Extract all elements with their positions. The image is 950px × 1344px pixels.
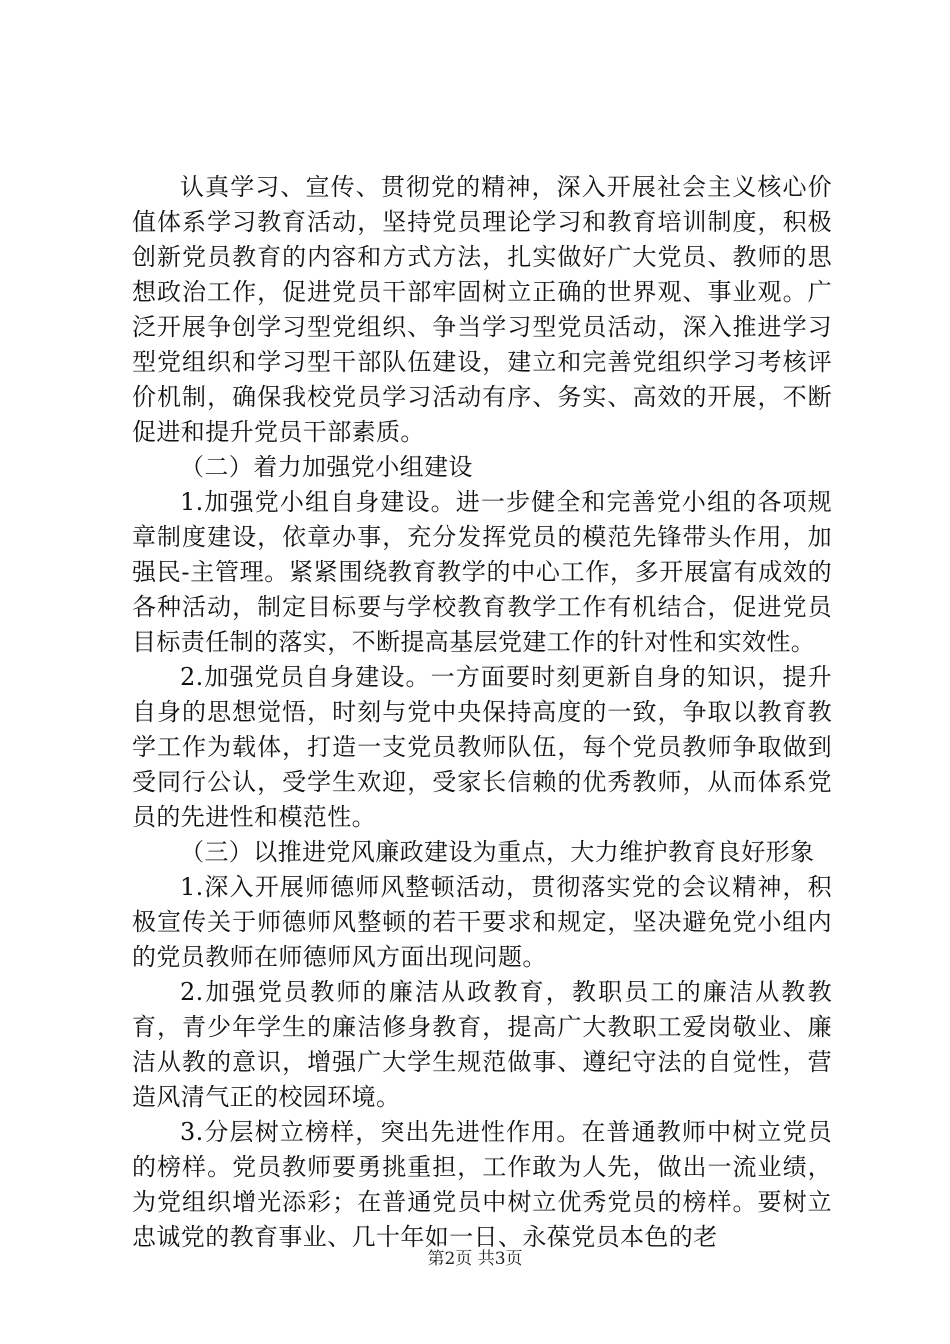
page-footer: 第2页 共3页 [427, 1249, 523, 1269]
body-paragraph: 认真学习、宣传、贯彻党的精神，深入开展社会主义核心价值体系学习教育活动，坚持党员理论学习和教育培训制度，积极创新党员教育的内容和方式方法，扎实做好广大党员、教师的思想政治工作，促进党员干部牢固树立正确的世界观、事业观。广泛开展争创学习型党组织、争当学习型党员活动，深入推进学习型党组织和学习型干部队伍建设，建立和完善党组织学习考核评价机制，确保我校党员学习活动有序、务实、高效的开展，不断促进和提升党员干部素质。 [132, 173, 832, 446]
body-paragraph: 2.加强党员自身建设。一方面要时刻更新自身的知识，提升自身的思想觉悟，时刻与党中央保持高度的一致，争取以教育教学工作为载体，打造一支党员教师队伍，每个党员教师争取做到受同行公认，受学生欢迎，受家长信赖的优秀教师，从而体系党员的先进性和模范性。 [132, 663, 832, 831]
body-paragraph: 1.深入开展师德师风整顿活动，贯彻落实党的会议精神，积极宣传关于师德师风整顿的若干要求和规定，坚决避免党小组内的党员教师在师德师风方面出现问题。 [132, 873, 832, 971]
body-paragraph: 3.分层树立榜样，突出先进性作用。在普通教师中树立党员的榜样。党员教师要勇挑重担，工作敢为人先，做出一流业绩，为党组织增光添彩；在普通党员中树立优秀党员的榜样。要树立忠诚党的教育事业、几十年如一日、永葆党员本色的老 [132, 1118, 832, 1251]
body-paragraph: 1.加强党小组自身建设。进一步健全和完善党小组的各项规章制度建设，依章办事，充分发挥党员的模范先锋带头作用，加强民-主管理。紧紧围绕教育教学的中心工作，多开展富有成效的各种活动，制定目标要与学校教育教学工作有机结合，促进党员目标责任制的落实，不断提高基层党建工作的针对性和实效性。 [132, 488, 832, 656]
body-paragraph: 2.加强党员教师的廉洁从政教育，教职员工的廉洁从教教育，青少年学生的廉洁修身教育，提高广大教职工爱岗敬业、廉洁从教的意识，增强广大学生规范做事、遵纪守法的自觉性，营造风清气正的校园环境。 [132, 978, 832, 1111]
section-heading: （三）以推进党风廉政建设为重点，大力维护教育良好形象 [180, 838, 815, 866]
section-heading: （二）着力加强党小组建设 [180, 453, 473, 481]
document-body [132, 170, 832, 1255]
